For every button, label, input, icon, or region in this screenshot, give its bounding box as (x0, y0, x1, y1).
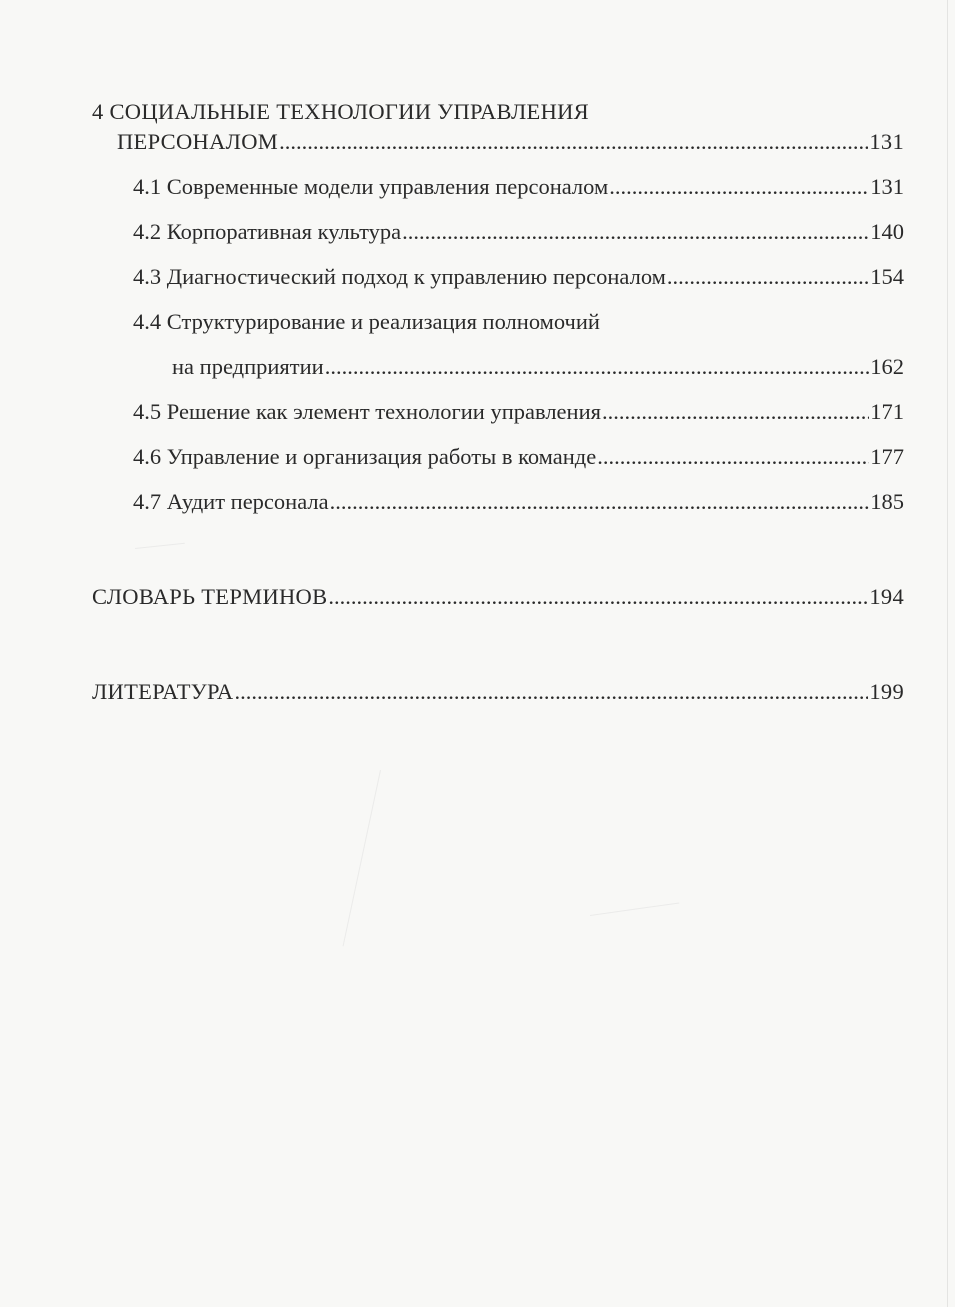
toc-entry-section-4-7[interactable] (133, 487, 904, 517)
toc-entry-title: 4.4 Структурирование и реализация полномочий (133, 309, 600, 334)
toc-entry-section-4-2[interactable] (133, 217, 904, 247)
toc-entry-chapter-4[interactable] (117, 127, 904, 157)
toc-leader-dots (328, 582, 868, 612)
toc-entry-literature[interactable] (92, 677, 904, 707)
toc-leader-dots (402, 217, 869, 247)
toc-entry-title: 4.2 Корпоративная культура (133, 219, 402, 244)
toc-page-number: 154 (870, 264, 904, 289)
toc-chapter-title-line1 (92, 97, 589, 127)
paper-mark (590, 902, 679, 916)
toc-entry-section-4-5[interactable] (133, 397, 904, 427)
toc-entry-section-4-4-line1 (133, 307, 600, 337)
toc-entry-section-4-6[interactable] (133, 442, 904, 472)
toc-entry-section-4-3[interactable] (133, 262, 904, 292)
toc-leader-dots (234, 677, 868, 707)
toc-page-number: 177 (870, 444, 904, 469)
toc-entry-title: 4.5 Решение как элемент технологии управления (133, 399, 601, 424)
page-edge (947, 0, 948, 1307)
toc-page-number: 131 (870, 174, 904, 199)
toc-entry-title: 4.3 Диагностический подход к управлению персоналом (133, 264, 666, 289)
toc-page-number: 185 (870, 489, 904, 514)
toc-entry-title: на предприятии (172, 354, 324, 379)
toc-entry-title: ПЕРСОНАЛОМ (117, 129, 279, 154)
toc-leader-dots (602, 397, 869, 427)
toc-page-number: 131 (869, 129, 904, 154)
toc-page-number: 140 (870, 219, 904, 244)
toc-entry-section-4-1[interactable] (133, 172, 904, 202)
toc-leader-dots (667, 262, 869, 292)
toc-entry-title: 4.1 Современные модели управления персоналом (133, 174, 609, 199)
toc-entry-title: 4.7 Аудит персонала (133, 489, 329, 514)
toc-entry-title: 4.6 Управление и организация работы в команде (133, 444, 597, 469)
toc-page-number: 199 (869, 679, 904, 704)
paper-mark (343, 770, 381, 946)
toc-page-number: 171 (870, 399, 904, 424)
toc-leader-dots (330, 487, 870, 517)
toc-entry-title: ЛИТЕРАТУРА (92, 679, 234, 704)
toc-entry-glossary[interactable] (92, 582, 904, 612)
toc-leader-dots (325, 352, 870, 382)
toc-page-number: 194 (869, 584, 904, 609)
toc-page-number: 162 (870, 354, 904, 379)
toc-chapter-title: 4 СОЦИАЛЬНЫЕ ТЕХНОЛОГИИ УПРАВЛЕНИЯ (92, 99, 589, 124)
toc-entry-section-4-4[interactable] (172, 352, 904, 382)
toc-leader-dots (597, 442, 869, 472)
toc-entry-title: СЛОВАРЬ ТЕРМИНОВ (92, 584, 328, 609)
paper-mark (135, 543, 185, 549)
toc-leader-dots (609, 172, 869, 202)
toc-leader-dots (279, 127, 868, 157)
